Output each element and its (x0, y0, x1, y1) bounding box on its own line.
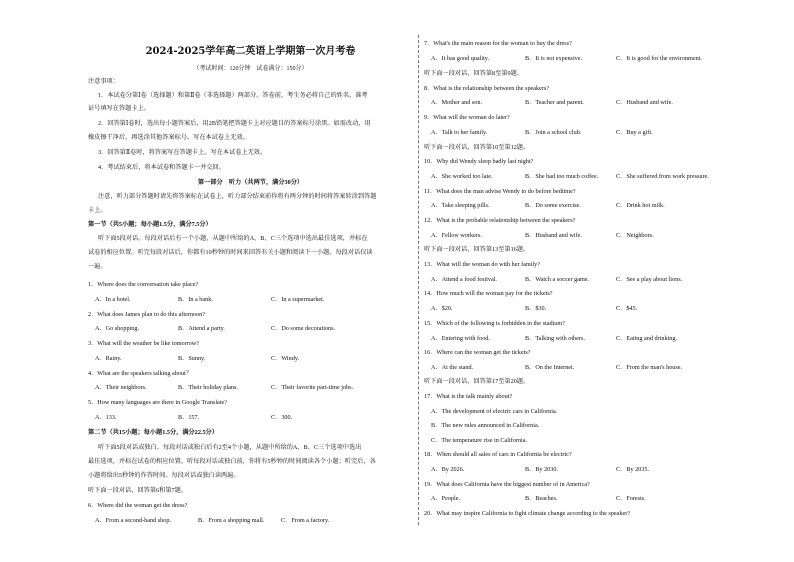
option-b[interactable]: B．$30. (525, 305, 547, 312)
question-stem: 11．What does the man advise Wendy to do before bedtime? (424, 188, 576, 195)
option-b[interactable]: B．On the Internet. (525, 364, 575, 371)
section2-intro: 最佳选项，并标在试卷的相应位置。听每段对话或独白前，你将有5秒钟的时间阅读各个小题；听完后，各 (88, 458, 376, 465)
listen-note: 听下面一段对话，回答第6和第7题。 (88, 487, 187, 494)
question-stem: 4．What are the speakers talking about？ (88, 370, 192, 377)
option-a[interactable]: A．Mother and son. (431, 99, 483, 106)
option-a[interactable]: A．The development of electric cars in California. (431, 408, 558, 415)
notice-line: 3．回答第Ⅱ卷时，将答案写在答题卡上。写在本试卷上无效。 (98, 149, 267, 156)
question-stem: 14．How much will the woman pay for the tickets? (424, 290, 553, 297)
column-divider (418, 35, 419, 525)
option-a[interactable]: A．In a hotel. (95, 296, 131, 303)
section2-intro: 听下面5段对话或独白。每段对话或独白后有2至4个小题，从题中所给的A、B、C三个选项中选出 (98, 444, 362, 451)
question-stem: 3．What will the weather be like tomorrow? (88, 340, 199, 347)
option-a[interactable]: A．People. (431, 495, 461, 502)
option-c[interactable]: C．In a supermarket. (271, 296, 325, 303)
option-b[interactable]: B．Husband and wife. (525, 232, 582, 239)
option-c[interactable]: C．Neighbors. (616, 232, 654, 239)
option-c[interactable]: C．Windy. (271, 355, 300, 362)
question-stem: 8．What is the relationship between the speakers? (424, 85, 550, 92)
option-c[interactable]: C．$45. (616, 305, 638, 312)
section1-intro: 一遍。 (88, 263, 107, 270)
section1-intro: 听下面5段对话。每段对话后有一个小题，从题中所给的A、B、C三个选项中选出最佳选项，并标在 (98, 235, 368, 242)
part1-intro: 注意，听力部分答题时请先将答案标在试卷上，听力部分结束前你将有两分钟的时间将答案转涂到答题 (98, 193, 377, 200)
page-title: 2024-2025学年高二英语上学期第一次月考卷 (145, 46, 356, 57)
question-stem: 1．Where does the conversation take place? (88, 281, 199, 288)
option-c[interactable]: C．Their favorite part-time jobs. (271, 384, 354, 391)
option-b[interactable]: B．Do some exercise. (525, 202, 581, 209)
option-a[interactable]: A．At the stand. (431, 364, 474, 371)
question-stem: 17．What is the talk mainly about? (424, 393, 513, 400)
option-a[interactable]: A．Take sleeping pills. (431, 202, 490, 209)
question-stem: 18．When should all sales of cars in California be electric? (424, 451, 572, 458)
option-c[interactable]: C．Buy a gift. (616, 129, 653, 136)
option-b[interactable]: B．In a bank. (178, 296, 213, 303)
option-c[interactable]: C．From the man's house. (616, 364, 683, 371)
question-stem: 15．Which of the following is forbidden in the stadium? (424, 320, 565, 327)
notice-line: 4．考试结束后，将本试卷和答题卡一并交回。 (98, 164, 225, 171)
option-c[interactable]: C．Forests. (616, 495, 646, 502)
option-b[interactable]: B．She had too much coffee. (525, 173, 599, 180)
listen-note: 听下面一段对话，回答第13至第16题。 (424, 246, 530, 253)
notice-line: 2．回答第Ⅰ卷时，选出每小题答案后，用2B铅笔把答题卡上对应题目的答案标号涂黑。如需改动，用 (98, 120, 371, 127)
option-c[interactable]: C．Do some decorations. (271, 325, 336, 332)
question-stem: 13．What will the woman do with her family? (424, 261, 540, 268)
listen-note: 听下面一段对话，回答第10至第12题。 (424, 144, 530, 151)
listen-note: 听下面一段对话，回答第8至第9题。 (424, 70, 523, 77)
option-b[interactable]: B．From a shopping mall. (198, 517, 265, 524)
listen-note: 听下面一段对话，回答第17至第20题。 (424, 378, 530, 385)
question-stem: 10．Why did Wendy sleep badly last night? (424, 158, 534, 165)
option-b[interactable]: B．The new rules announced in California. (431, 422, 540, 429)
option-a[interactable]: A．Talk to her family. (431, 129, 488, 136)
notice-heading: 注意事项： (88, 78, 119, 85)
option-a[interactable]: A．133. (95, 414, 117, 421)
option-c[interactable]: C．Drink hot milk. (616, 202, 665, 209)
option-c[interactable]: C．The temperature rise in California. (431, 437, 528, 444)
option-a[interactable]: A．She worked too late. (431, 173, 493, 180)
section1-heading: 第一节（共5小题；每小题1.5分，满分7.5分） (88, 221, 212, 228)
option-b[interactable]: B．Join a school club. (525, 129, 582, 136)
question-stem: 6．Where did the woman get the dress? (88, 502, 188, 509)
option-b[interactable]: B．By 2030. (525, 466, 559, 473)
option-b[interactable]: B．Watch a soccer game. (525, 276, 590, 283)
notice-line: 证号填写在答题卡上。 (88, 105, 150, 112)
option-a[interactable]: A．Fellow workers. (431, 232, 482, 239)
option-c[interactable]: C．Eating and drinking. (616, 335, 678, 342)
question-stem: 16．Where can the woman get the tickets? (424, 349, 531, 356)
option-b[interactable]: B．Beaches. (525, 495, 558, 502)
question-stem: 19．What does California have the biggest number of in America? (424, 481, 590, 488)
option-c[interactable]: C．See a play about lions. (616, 276, 683, 283)
section1-intro: 试卷的相应位置。听完每段对话后，你都有10秒钟的时间来回答有关小题和阅读下一小题。每段对话仅读 (88, 249, 373, 256)
question-stem: 7．What's the main reason for the woman to buy the dress? (424, 40, 572, 47)
option-b[interactable]: B．157. (178, 414, 200, 421)
option-c[interactable]: C．By 2035. (616, 466, 650, 473)
option-c[interactable]: C．Husband and wife. (616, 99, 673, 106)
option-a[interactable]: A．$20. (431, 305, 453, 312)
section2-intro: 小题将给出5秒钟的作答时间。每段对话或独白读两遍。 (88, 472, 240, 479)
option-b[interactable]: B．Attend a party. (178, 325, 225, 332)
option-b[interactable]: B．Sunny. (178, 355, 206, 362)
notice-line: 1．本试卷分第Ⅰ卷（选择题）和第Ⅱ卷（非选择题）两部分。答卷前，考生务必将自己的姓名、准考 (98, 92, 368, 99)
question-stem: 20．What may inspire California to fight climate change according to the speaker? (424, 510, 631, 517)
option-a[interactable]: A．Rainy. (95, 355, 122, 362)
option-a[interactable]: A．It has good quality. (431, 55, 490, 62)
question-stem: 12．What is the probable relationship between the speakers? (424, 217, 576, 224)
option-b[interactable]: B．Talking with others. (525, 335, 585, 342)
question-stem: 5．How many languages are there in Google Translate? (88, 399, 228, 406)
question-stem: 2．What does James plan to do this afternoon? (88, 311, 206, 318)
section2-heading: 第二节（共15小题；每小题1.5分，满分22.5分） (88, 429, 218, 436)
option-a[interactable]: A．Their neighbors. (95, 384, 147, 391)
option-a[interactable]: A．From a second-hand shop. (95, 517, 171, 524)
option-b[interactable]: B．Teacher and parent. (525, 99, 584, 106)
option-c[interactable]: C．It is good for the environment. (616, 55, 702, 62)
option-c[interactable]: C．From a factory. (281, 517, 330, 524)
option-b[interactable]: B．Their holiday plans. (178, 384, 238, 391)
question-stem: 9．What will the woman do later? (424, 114, 510, 121)
option-b[interactable]: B．It is not expensive. (525, 55, 583, 62)
option-a[interactable]: A．Attend a food festival. (431, 276, 497, 283)
option-a[interactable]: A．Go shopping. (95, 325, 140, 332)
part1-heading: 第一部分 听力（共两节，满分30分） (197, 179, 304, 186)
option-a[interactable]: A．Entering with food. (431, 335, 490, 342)
option-a[interactable]: A．By 2026. (431, 466, 465, 473)
part1-intro: 卡上。 (88, 207, 107, 214)
option-c[interactable]: C．She suffered from work pressure. (616, 173, 709, 180)
notice-line: 橡皮擦干净后，再选涂其他答案标号。写在本试卷上无效。 (88, 134, 249, 141)
option-c[interactable]: C．300. (271, 414, 293, 421)
exam-info: （考试时间：120分钟 试卷满分：150分） (193, 66, 308, 72)
